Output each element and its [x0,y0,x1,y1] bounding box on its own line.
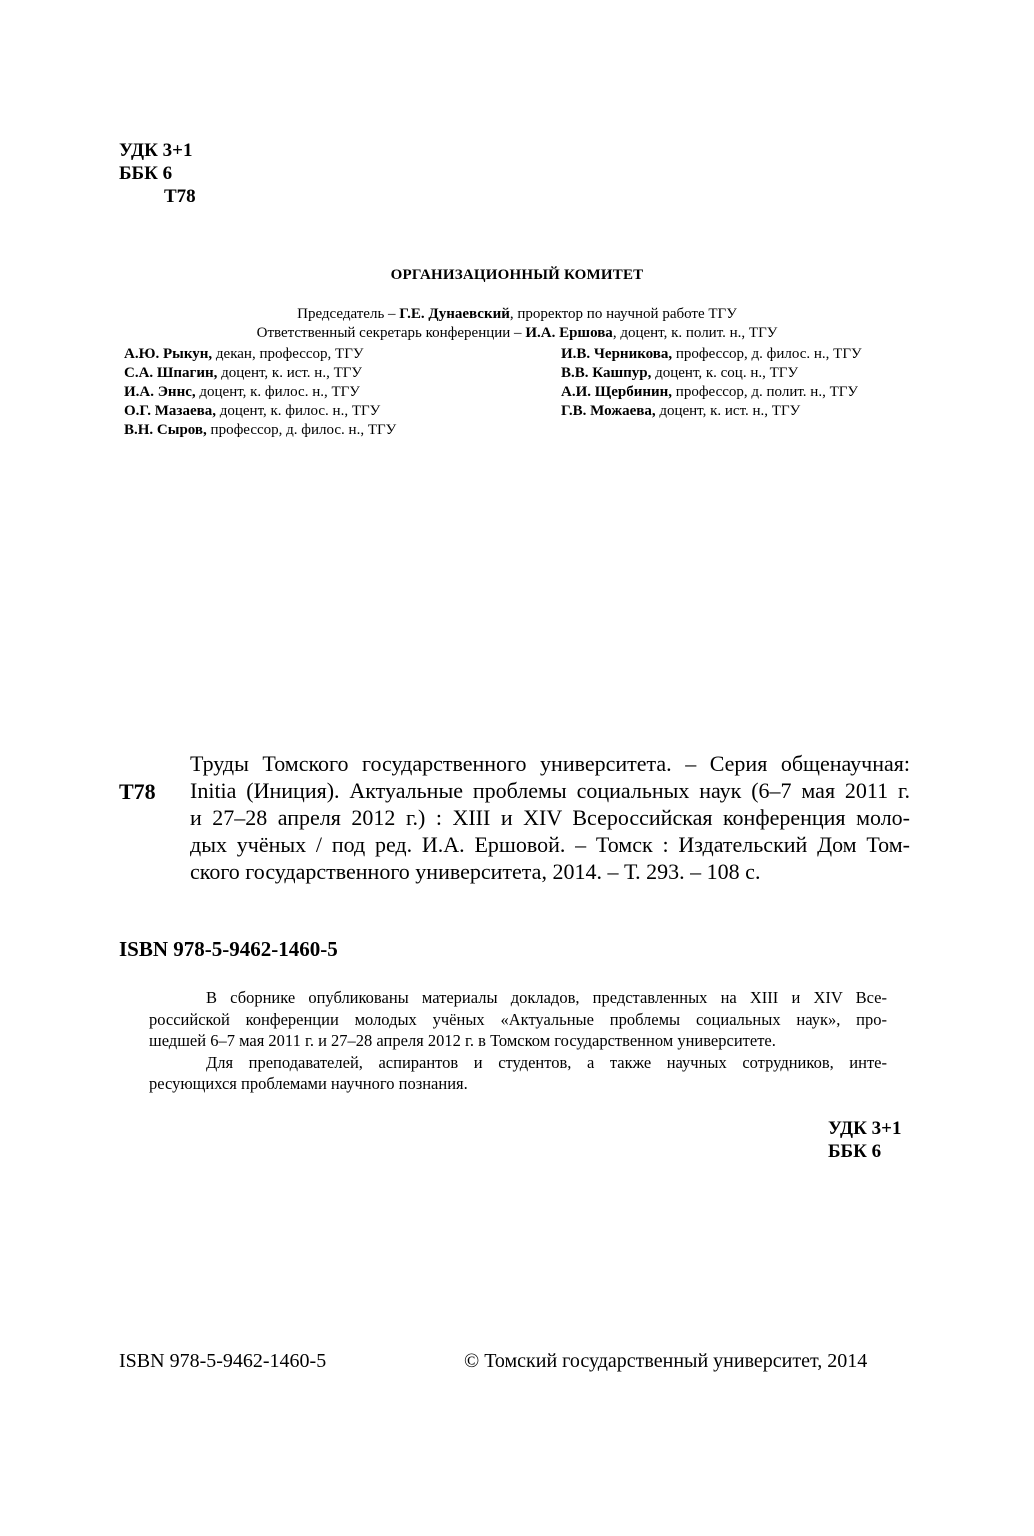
member-name: О.Г. Мазаева, [124,403,216,419]
bibliography-line: дых учёных / под ред. И.А. Ершовой. – Томск : Издательский Дом Том- [190,832,910,857]
committee-member [124,402,396,421]
member-desc: профессор, д. полит. н., ТГУ [672,384,859,400]
member-name: С.А. Шпагин, [124,365,218,381]
abstract-line: Для преподавателей, аспирантов и студентов, а также научных сотрудников, инте- [206,1052,887,1072]
footer-isbn: ISBN 978-5-9462-1460-5 [119,1350,327,1372]
member-name: Г.В. Можаева, [561,403,656,419]
bibliography-line: и 27–28 апреля 2012 г.) : XIII и XIV Всероссийская конференция моло- [190,805,910,830]
bibliography-line: ского государственного университета, 2014. – Т. 293. – 108 с. [190,859,761,884]
committee-member [124,383,396,402]
committee-member [561,364,862,383]
chair-name: Г.Е. Дунаевский [399,306,510,322]
udk-code-bottom: УДК 3+1 [828,1118,902,1139]
committee-member [561,402,862,421]
committee-left-column [124,345,396,440]
member-name: В.Н. Сыров, [124,422,207,438]
isbn-bold: ISBN 978-5-9462-1460-5 [119,937,338,961]
chair-desc: , проректор по научной работе ТГУ [509,306,737,322]
abstract-line: В сборнике опубликованы материалы докладов, представленных на XIII и XIV Все- [206,988,887,1007]
committee-heading: ОРГАНИЗАЦИОННЫЙ КОМИТЕТ [390,267,644,283]
member-desc: доцент, к. ист. н., ТГУ [655,403,801,419]
committee-chair [0,305,1034,324]
member-name: И.А. Эннс, [124,384,196,400]
abstract-line: ресующихся проблемами научного познания. [149,1074,468,1093]
member-name: В.В. Кашпур, [561,365,652,381]
author-mark-top: Т78 [164,186,196,207]
committee-right-column [561,345,862,421]
member-desc: доцент, к. филос. н., ТГУ [215,403,381,419]
secretary-name: И.А. Ершова [525,325,613,341]
committee-member [124,364,396,383]
secretary-desc: , доцент, к. полит. н., ТГУ [612,325,778,341]
bibliography-entry [190,750,910,885]
footer-copyright: © Томский государственный университет, 2014 [464,1350,868,1372]
abstract [149,987,887,1095]
member-desc: декан, профессор, ТГУ [212,346,364,362]
bibliography-line: Труды Томского государственного университета. – Серия общенаучная: [190,751,910,776]
committee-member [561,383,862,402]
member-desc: профессор, д. филос. н., ТГУ [672,346,862,362]
chair-role: Председатель – [297,306,400,322]
member-name: А.Ю. Рыкун, [124,346,213,362]
committee-member [124,345,396,364]
member-name: А.И. Щербинин, [561,384,673,400]
member-name: И.В. Черникова, [561,346,673,362]
bibliography-line: Initia (Иниция). Актуальные проблемы социальных наук (6–7 мая 2011 г. [190,778,910,803]
bibliography-mark: Т78 [119,779,156,804]
bbk-code-top: ББК 6 [119,163,173,184]
abstract-line: российской конференции молодых учёных «Актуальные проблемы социальных наук», про- [149,1009,887,1029]
committee-secretary [0,324,1034,343]
bbk-code-bottom: ББК 6 [828,1141,882,1162]
committee-member [124,421,396,440]
member-desc: доцент, к. соц. н., ТГУ [651,365,799,381]
secretary-role: Ответственный секретарь конференции – [256,325,526,341]
udk-code-top: УДК 3+1 [119,140,193,161]
abstract-line: шедшей 6–7 мая 2011 г. и 27–28 апреля 2012 г. в Томском государственном университете. [149,1031,776,1050]
member-desc: профессор, д. филос. н., ТГУ [206,422,397,438]
committee-member [561,345,862,364]
member-desc: доцент, к. филос. н., ТГУ [195,384,360,400]
member-desc: доцент, к. ист. н., ТГУ [217,365,363,381]
